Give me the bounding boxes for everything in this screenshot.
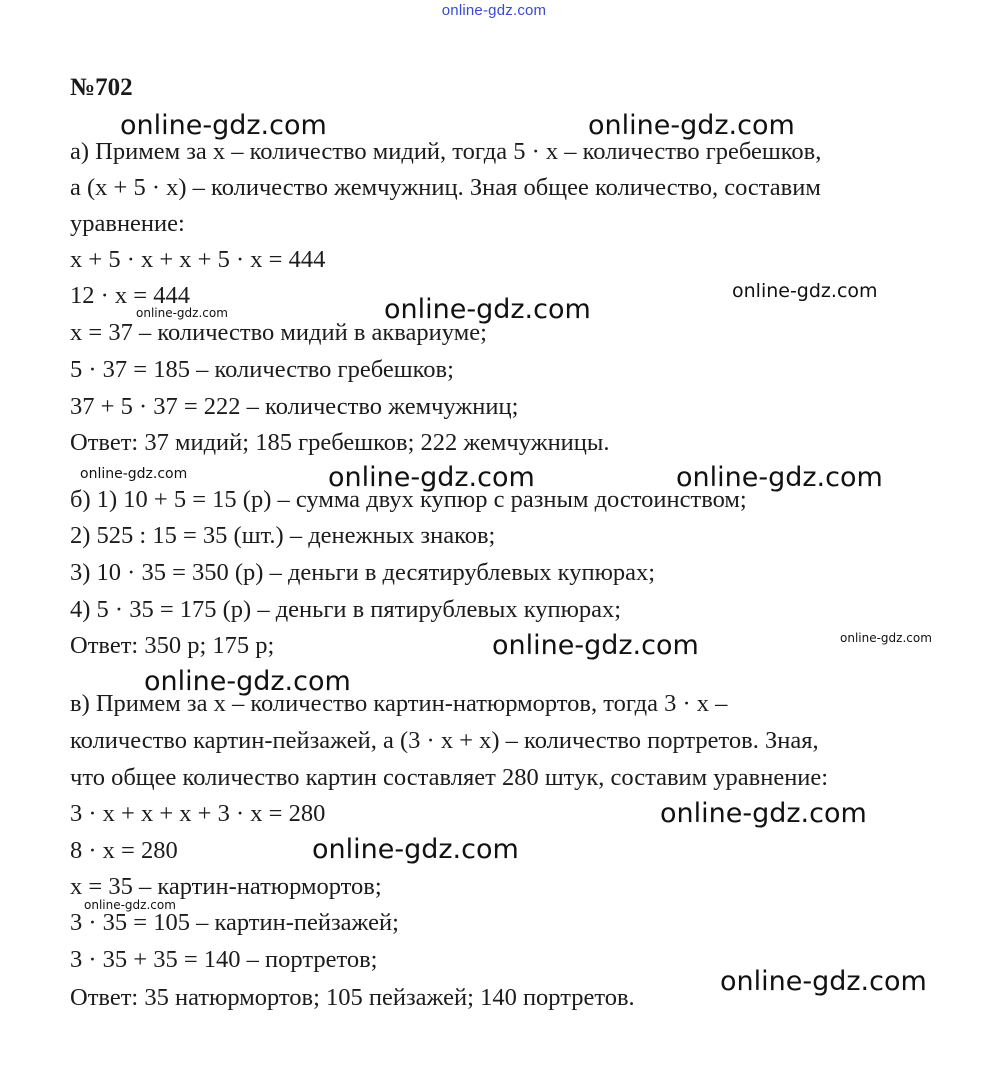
site-link[interactable]: online-gdz.com [441,2,547,19]
watermark: online-gdz.com [660,798,867,829]
watermark: online-gdz.com [144,666,351,697]
text-line: количество картин-пейзажей, а (3 · х + х) – количество портретов. Зная, [70,727,819,754]
problem-title: №702 [70,74,133,101]
text-line: х + 5 · х + х + 5 · х = 444 [70,246,326,273]
text-line: а) Примем за х – количество мидий, тогда 5 · х – количество гребешков, [70,138,822,165]
text-line: 3 · 35 + 35 = 140 – портретов; [70,946,378,973]
watermark: online-gdz.com [588,110,795,141]
watermark: online-gdz.com [312,834,519,865]
text-line: 37 + 5 · 37 = 222 – количество жемчужниц; [70,393,519,420]
answer-line: Ответ: 37 мидий; 185 гребешков; 222 жемчужницы. [70,429,610,456]
watermark: online-gdz.com [676,462,883,493]
watermark: online-gdz.com [80,466,188,482]
answer-line: Ответ: 350 р; 175 р; [70,632,275,659]
watermark: online-gdz.com [328,462,535,493]
text-line: уравнение: [70,210,185,237]
text-line: 8 · х = 280 [70,837,178,864]
watermark: online-gdz.com [120,110,327,141]
watermark: online-gdz.com [492,630,699,661]
text-line: 4) 5 · 35 = 175 (р) – деньги в пятирублевых купюрах; [70,596,622,623]
watermark: online-gdz.com [136,306,228,320]
text-line: 3 · х + х + х + 3 · х = 280 [70,800,326,827]
text-line: б) 1) 10 + 5 = 15 (р) – сумма двух купюр с разным достоинством; [70,486,747,513]
watermark: online-gdz.com [732,280,878,302]
text-line: 5 · 37 = 185 – количество гребешков; [70,356,454,383]
text-line: в) Примем за х – количество картин-натюрмортов, тогда 3 · х – [70,690,728,717]
text-line: 3) 10 · 35 = 350 (р) – деньги в десятирублевых купюрах; [70,559,656,586]
text-line: х = 35 – картин-натюрмортов; [70,873,382,900]
text-line: что общее количество картин составляет 280 штук, составим уравнение: [70,764,829,791]
text-line: 2) 525 : 15 = 35 (шт.) – денежных знаков; [70,522,496,549]
watermark: online-gdz.com [720,966,927,997]
answer-line: Ответ: 35 натюрмортов; 105 пейзажей; 140 портретов. [70,984,635,1011]
text-line: х = 37 – количество мидий в аквариуме; [70,319,487,346]
text-line: 12 · х = 444 [70,282,190,309]
text-line: 3 · 35 = 105 – картин-пейзажей; [70,909,399,936]
watermark: online-gdz.com [384,294,591,325]
watermark: online-gdz.com [84,898,176,912]
text-line: а (х + 5 · х) – количество жемчужниц. Зная общее количество, составим [70,174,821,201]
watermark: online-gdz.com [840,631,932,645]
